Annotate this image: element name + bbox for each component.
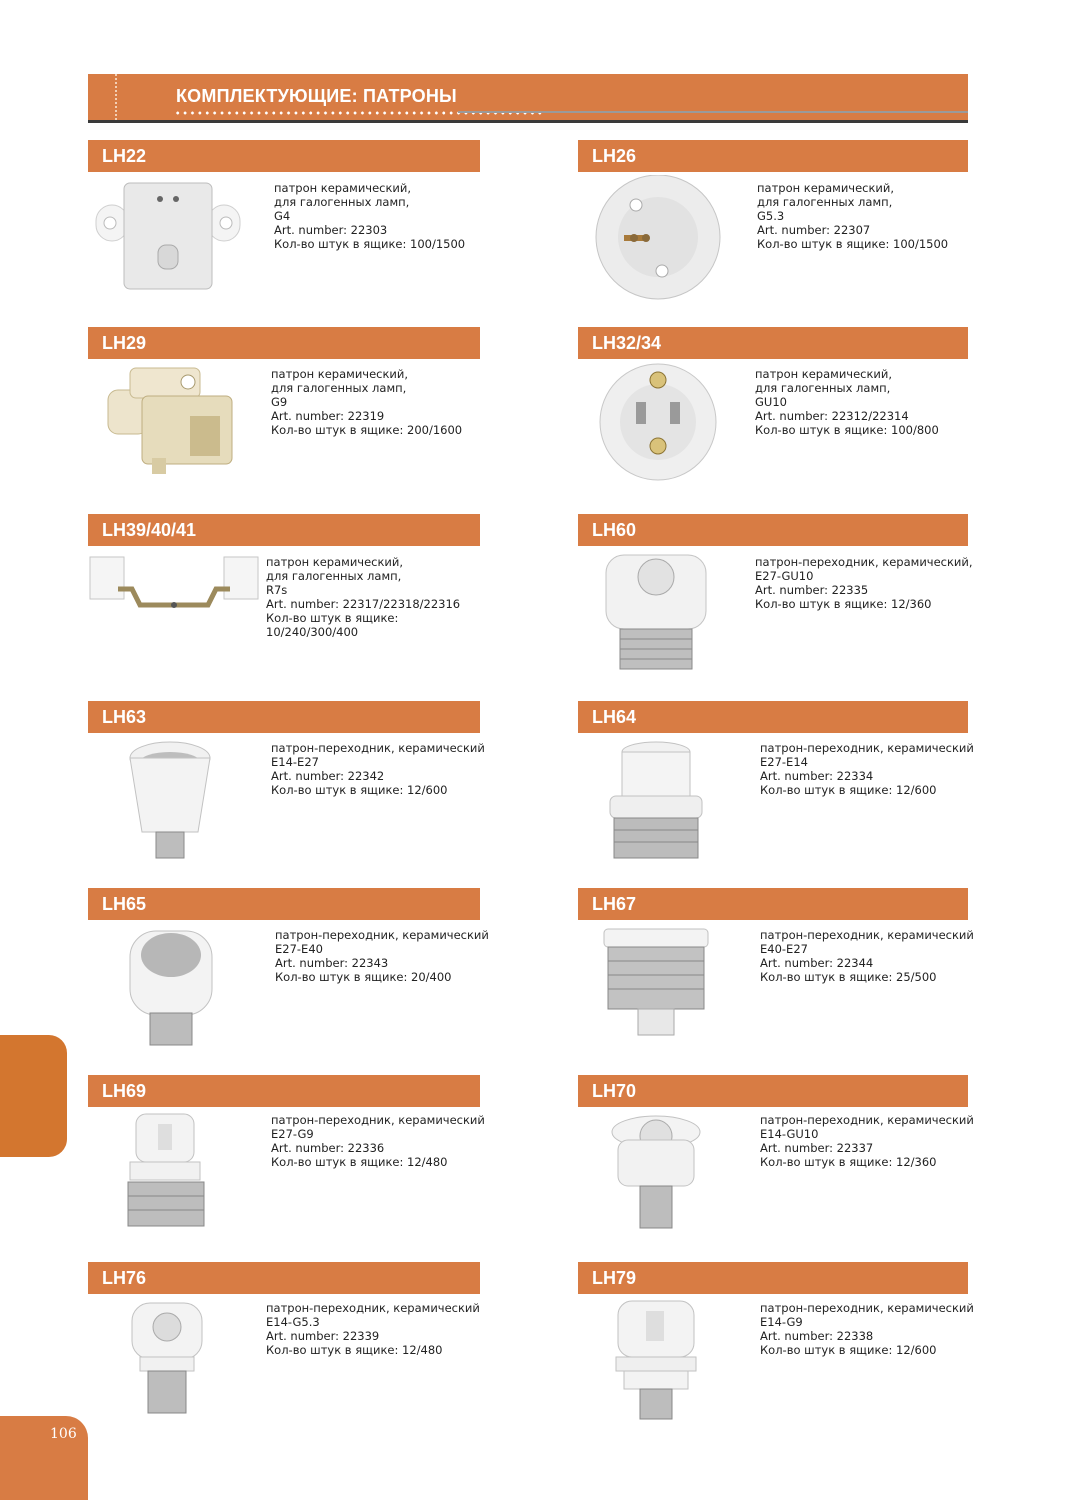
lh64-adapter-image: [578, 736, 738, 866]
desc-line: для галогенных ламп,: [755, 381, 891, 395]
desc-line: Art. number: 22338: [760, 1329, 874, 1343]
desc-line: Кол-во штук в ящике: 25/500: [760, 970, 937, 984]
desc-line: для галогенных ламп,: [271, 381, 407, 395]
lh65-description: [275, 928, 489, 984]
desc-line: G9: [271, 395, 288, 409]
banner-grey-stripe: [458, 111, 968, 113]
desc-line: E27-E40: [275, 942, 323, 956]
desc-line: Кол-во штук в ящике: 100/800: [755, 423, 939, 437]
desc-line: патрон керамический,: [271, 367, 409, 381]
desc-line: Кол-во штук в ящике: 20/400: [275, 970, 452, 984]
lh32-34-description: [755, 367, 939, 437]
desc-line: патрон-переходник, керамический: [271, 1113, 485, 1127]
side-section-tab: [0, 1035, 67, 1157]
desc-line: Art. number: 22334: [760, 769, 874, 783]
desc-line: E14-E27: [271, 755, 319, 769]
desc-line: E27-E14: [760, 755, 808, 769]
lh76-adapter-image: [88, 1297, 248, 1427]
desc-line: для галогенных ламп,: [757, 195, 893, 209]
desc-line: E14-GU10: [760, 1127, 819, 1141]
desc-line: Кол-во штук в ящике: 12/600: [760, 1343, 937, 1357]
lh69-adapter-image: [88, 1110, 248, 1240]
desc-line: Кол-во штук в ящике: 12/480: [271, 1155, 448, 1169]
product-header-lh69: LH69: [88, 1075, 480, 1107]
lh22-socket-image: [88, 175, 248, 305]
desc-line: патрон-переходник, керамический: [271, 741, 485, 755]
lh22-description: [274, 181, 465, 251]
desc-line: Art. number: 22319: [271, 409, 385, 423]
desc-line: патрон керамический,: [757, 181, 895, 195]
banner-dark-stripe: [88, 120, 968, 123]
lh60-description: [755, 555, 973, 611]
desc-line: для галогенных ламп,: [274, 195, 410, 209]
desc-line: E27-G9: [271, 1127, 314, 1141]
page-title: КОМПЛЕКТУЮЩИЕ: ПАТРОНЫ: [176, 86, 457, 106]
desc-line: Art. number: 22317/22318/22316: [266, 597, 461, 611]
desc-line: патрон-переходник, керамический,: [755, 555, 973, 569]
desc-line: патрон-переходник, керамический: [760, 1113, 974, 1127]
desc-line: Art. number: 22307: [757, 223, 871, 237]
lh64-description: [760, 741, 974, 797]
desc-line: Art. number: 22344: [760, 956, 874, 970]
lh79-description: [760, 1301, 974, 1357]
product-header-lh26: LH26: [578, 140, 968, 172]
desc-line: Art. number: 22312/22314: [755, 409, 909, 423]
desc-line: патрон керамический,: [755, 367, 893, 381]
product-header-lh63: LH63: [88, 701, 480, 733]
product-header-lh39-40-41: LH39/40/41: [88, 514, 480, 546]
desc-line: патрон-переходник, керамический: [760, 741, 974, 755]
title-banner: [88, 74, 968, 120]
page-number: 106: [50, 1426, 77, 1442]
desc-line: патрон керамический,: [274, 181, 412, 195]
desc-line: G4: [274, 209, 291, 223]
lh79-adapter-image: [578, 1297, 738, 1427]
desc-line: 10/240/300/400: [266, 625, 359, 639]
desc-line: Кол-во штук в ящике: 12/600: [271, 783, 448, 797]
desc-line: Art. number: 22303: [274, 223, 388, 237]
lh26-socket-image: [578, 175, 738, 305]
desc-line: патрон-переходник, керамический: [760, 1301, 974, 1315]
desc-line: E40-E27: [760, 942, 808, 956]
product-header-lh64: LH64: [578, 701, 968, 733]
product-header-lh76: LH76: [88, 1262, 480, 1294]
lh69-description: [271, 1113, 485, 1169]
desc-line: Кол-во штук в ящике: 100/1500: [757, 237, 949, 251]
desc-line: Art. number: 22336: [271, 1141, 385, 1155]
desc-line: Art. number: 22335: [755, 583, 869, 597]
desc-line: Кол-во штук в ящике: 12/600: [760, 783, 937, 797]
desc-line: патрон-переходник, керамический: [275, 928, 489, 942]
desc-line: патрон-переходник, керамический: [760, 928, 974, 942]
desc-line: Кол-во штук в ящике: 200/1600: [271, 423, 463, 437]
desc-line: Кол-во штук в ящике:: [266, 611, 399, 625]
lh39-40-41-description: [266, 555, 460, 639]
desc-line: E14-G5.3: [266, 1315, 320, 1329]
desc-line: для галогенных ламп,: [266, 569, 402, 583]
lh67-description: [760, 928, 974, 984]
desc-line: E14-G9: [760, 1315, 803, 1329]
desc-line: Art. number: 22343: [275, 956, 389, 970]
lh29-description: [271, 367, 462, 437]
desc-line: Кол-во штук в ящике: 12/360: [755, 597, 932, 611]
lh67-adapter-image: [578, 923, 738, 1053]
product-header-lh29: LH29: [88, 327, 480, 359]
desc-line: патрон-переходник, керамический: [266, 1301, 480, 1315]
desc-line: R7s: [266, 583, 288, 597]
desc-line: G5.3: [757, 209, 785, 223]
lh76-description: [266, 1301, 480, 1357]
lh65-adapter-image: [90, 923, 250, 1053]
lh29-socket-image: [90, 362, 250, 492]
product-header-lh22: LH22: [88, 140, 480, 172]
desc-line: GU10: [755, 395, 787, 409]
lh70-adapter-image: [578, 1110, 738, 1240]
lh60-adapter-image: [578, 549, 738, 679]
desc-line: Art. number: 22337: [760, 1141, 874, 1155]
lh39-40-41-socket-image: [88, 549, 260, 679]
product-header-lh70: LH70: [578, 1075, 968, 1107]
desc-line: Art. number: 22342: [271, 769, 385, 783]
banner-dotted-line: [115, 74, 117, 120]
lh32-34-socket-image: [578, 362, 738, 492]
product-header-lh65: LH65: [88, 888, 480, 920]
desc-line: Art. number: 22339: [266, 1329, 380, 1343]
desc-line: патрон керамический,: [266, 555, 404, 569]
lh70-description: [760, 1113, 974, 1169]
lh26-description: [757, 181, 948, 251]
product-header-lh67: LH67: [578, 888, 968, 920]
product-header-lh32-34: LH32/34: [578, 327, 968, 359]
desc-line: Кол-во штук в ящике: 12/360: [760, 1155, 937, 1169]
desc-line: Кол-во штук в ящике: 100/1500: [274, 237, 466, 251]
desc-line: Кол-во штук в ящике: 12/480: [266, 1343, 443, 1357]
lh63-adapter-image: [90, 736, 250, 866]
desc-line: E27-GU10: [755, 569, 814, 583]
product-header-lh79: LH79: [578, 1262, 968, 1294]
product-header-lh60: LH60: [578, 514, 968, 546]
lh63-description: [271, 741, 485, 797]
